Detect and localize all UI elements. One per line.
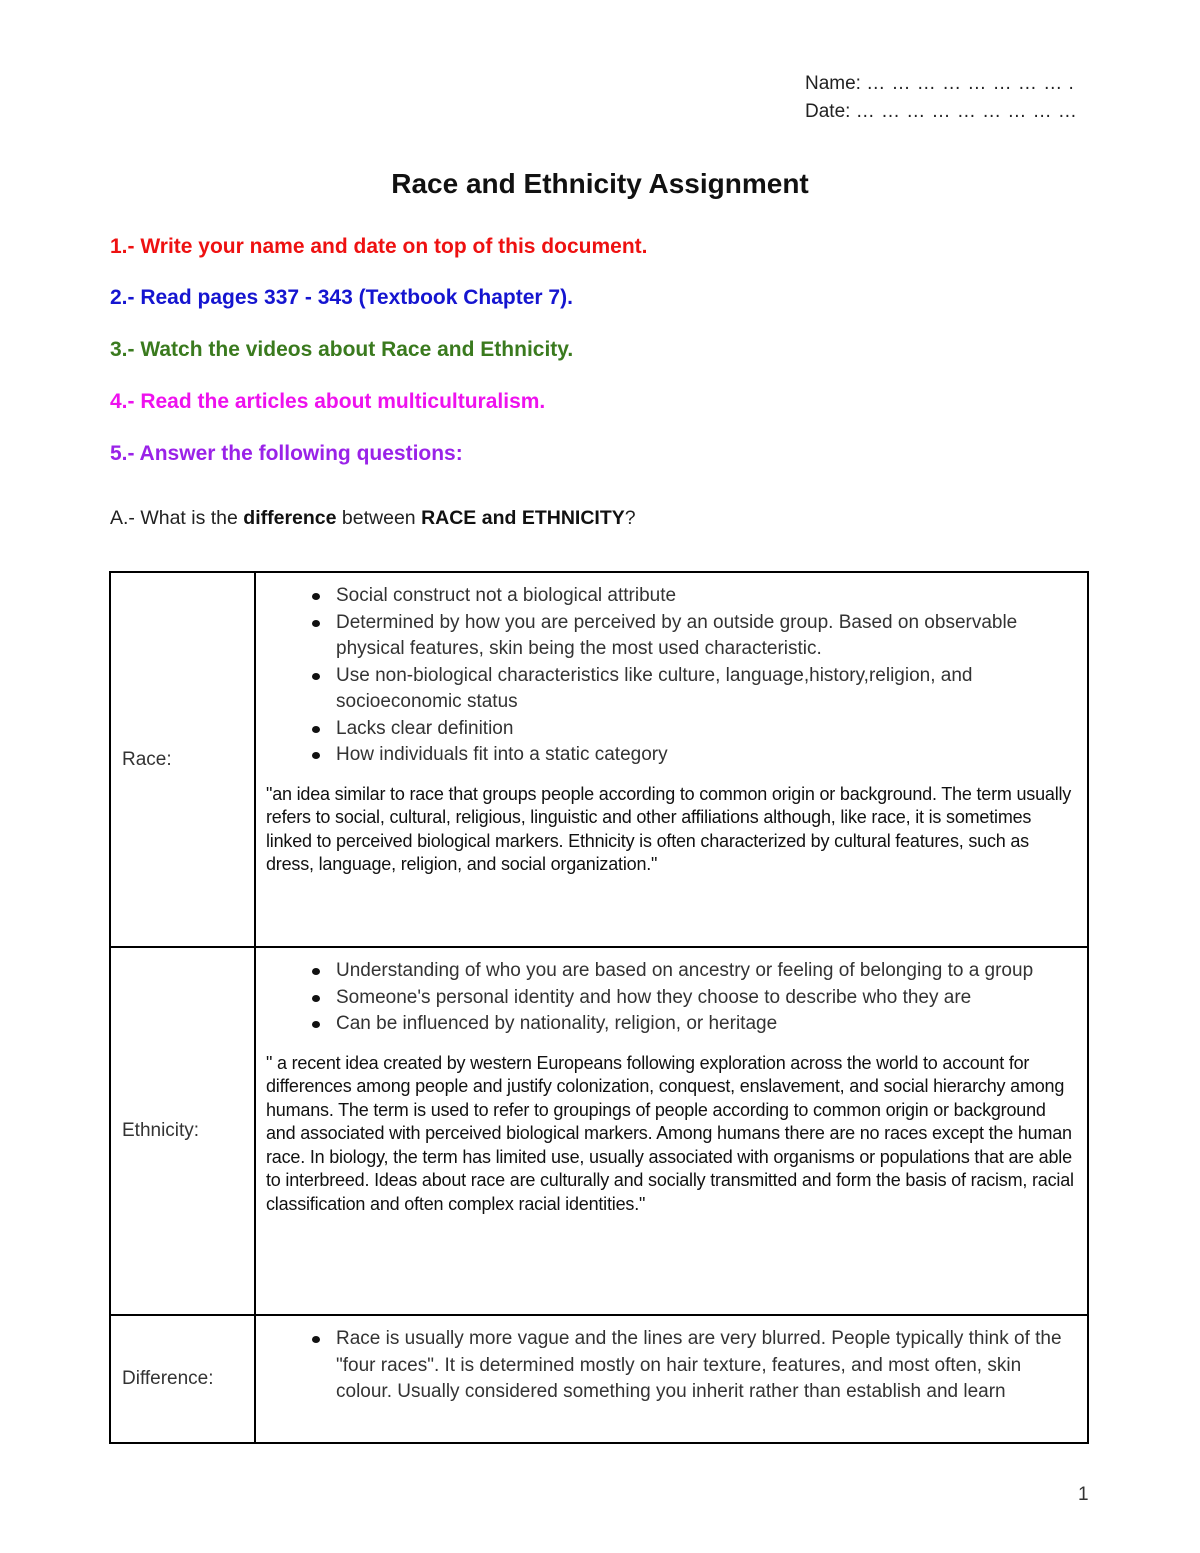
date-field[interactable] <box>805 98 1077 126</box>
row-label: Difference: <box>110 1315 255 1443</box>
name-field[interactable] <box>805 70 1077 98</box>
bullet-list <box>266 1326 1077 1406</box>
row-content <box>255 572 1088 947</box>
list-item: Someone's personal identity and how they choose to describe who they are <box>302 985 1077 1012</box>
instruction-4: 4.- Read the articles about multiculturalism. <box>110 390 546 413</box>
definition-table <box>109 571 1089 1444</box>
list-item: Determined by how you are perceived by an outside group. Based on observable physical features, skin being the most used characteristic. <box>302 610 1077 663</box>
list-item: Understanding of who you are based on ancestry or feeling of belonging to a group <box>302 958 1077 985</box>
question-bold-terms: RACE and ETHNICITY <box>421 507 625 529</box>
bullet-list <box>266 583 1077 769</box>
question-middle: between <box>336 507 422 529</box>
instruction-1: 1.- Write your name and date on top of this document. <box>110 235 648 258</box>
table-row-difference <box>110 1315 1088 1443</box>
list-item: Social construct not a biological attribute <box>302 583 1077 610</box>
instruction-2: 2.- Read pages 337 - 343 (Textbook Chapter 7). <box>110 286 573 309</box>
row-content <box>255 947 1088 1315</box>
document-title: Race and Ethnicity Assignment <box>391 168 809 199</box>
list-item: How individuals fit into a static category <box>302 742 1077 769</box>
header-fields <box>805 70 1077 126</box>
list-item: Can be influenced by nationality, religion, or heritage <box>302 1011 1077 1038</box>
page-number: 1 <box>1078 1484 1089 1505</box>
date-dots: … … … … … … … … … <box>855 101 1078 122</box>
question-bold-difference: difference <box>243 507 337 529</box>
instruction-5: 5.- Answer the following questions: <box>110 442 463 465</box>
list-item: Use non-biological characteristics like culture, language,history,religion, and socioeconomic status <box>302 663 1077 716</box>
list-item: Lacks clear definition <box>302 716 1077 743</box>
date-label: Date: <box>805 101 851 122</box>
name-label: Name: <box>805 73 861 94</box>
question-prefix: A.- What is the <box>110 507 244 529</box>
table-row-ethnicity <box>110 947 1088 1315</box>
definition-quote: " a recent idea created by western Europeans following exploration across the world to account for differences among people and justify colonization, conquest, enslavement, and social hierarchy among humans. The term is used to refer to groupings of people according to common origin or background and associated with perceived biological markers. Among humans there are no races except the human race. In biology, the term has limited use, usually associated with organisms or populations that are able to interbreed. Ideas about race are culturally and socially transmitted and form the basis of racism, racial classification and often complex racial identities." <box>266 1052 1074 1214</box>
definition-quote: "an idea similar to race that groups people according to common origin or background. The term usually refers to social, cultural, religious, linguistic and other affiliations although, like race, it is sometimes linked to perceived biological markers. Ethnicity is often characterized by cultural features, such as dress, language, religion, and social organization." <box>266 783 1072 874</box>
bullet-list <box>266 958 1077 1038</box>
row-label: Race: <box>110 572 255 947</box>
row-label: Ethnicity: <box>110 947 255 1315</box>
row-content <box>255 1315 1088 1443</box>
question-suffix: ? <box>624 507 636 529</box>
list-item: Race is usually more vague and the lines are very blurred. People typically think of the "four races". It is determined mostly on hair texture, features, and most often, skin colour. Usually considered something you inherit rather than establish and learn <box>302 1326 1077 1406</box>
name-dots: … … … … … … … … . <box>866 73 1075 94</box>
instruction-3: 3.- Watch the videos about Race and Ethnicity. <box>110 338 574 361</box>
table-row-race <box>110 572 1088 947</box>
question-a <box>110 507 636 530</box>
